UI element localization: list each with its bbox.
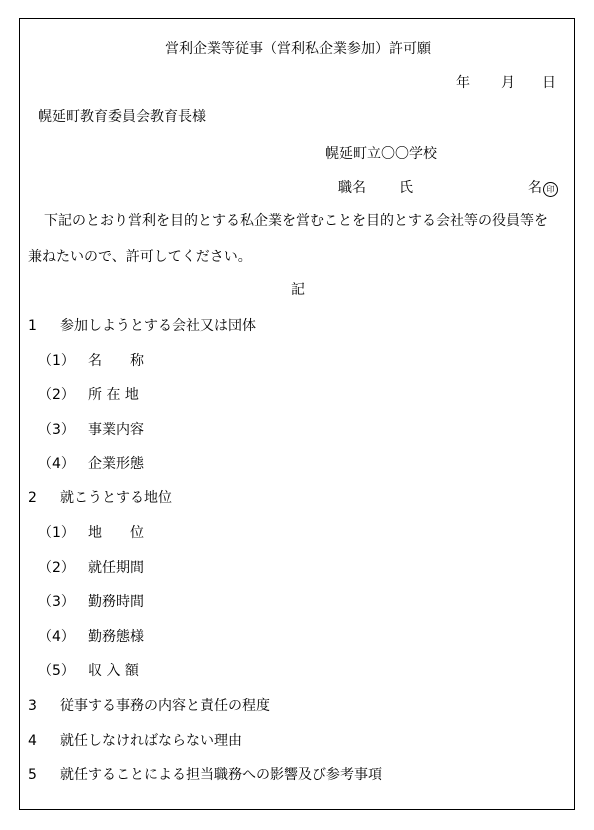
date-year-label: 年 bbox=[456, 75, 470, 91]
item-label: 就任することによる担当職務への影響及び参考事項 bbox=[60, 767, 382, 783]
body-text-line-2: 兼ねたいので、許可してください。 bbox=[28, 249, 252, 265]
item-number: 2 bbox=[28, 490, 37, 506]
item-number: （1） bbox=[38, 525, 75, 541]
item-label: 就こうとする地位 bbox=[60, 490, 172, 506]
item-number: 3 bbox=[28, 698, 37, 714]
item-number: （4） bbox=[38, 456, 75, 472]
item-label: 地 位 bbox=[88, 525, 144, 541]
item-label: 企業形態 bbox=[88, 456, 144, 472]
item-label: 参加しようとする会社又は団体 bbox=[60, 318, 256, 334]
item-label: 勤務時間 bbox=[88, 594, 144, 610]
seal-icon: 印 bbox=[543, 182, 558, 197]
name-label-group bbox=[528, 179, 558, 197]
item-number: （3） bbox=[38, 422, 75, 438]
ki-heading: 記 bbox=[291, 282, 305, 298]
job-title-label: 職名 bbox=[338, 180, 366, 196]
document-frame bbox=[19, 18, 575, 810]
date-month-label: 月 bbox=[501, 75, 515, 91]
item-label: 所 在 地 bbox=[88, 387, 139, 403]
item-number: （3） bbox=[38, 594, 75, 610]
document-title: 営利企業等従事（営利私企業参加）許可願 bbox=[165, 41, 431, 57]
item-number: 4 bbox=[28, 733, 37, 749]
item-label: 収 入 額 bbox=[88, 663, 139, 679]
date-day-label: 日 bbox=[542, 75, 556, 91]
item-label: 事業内容 bbox=[88, 422, 144, 438]
item-number: （1） bbox=[38, 353, 75, 369]
item-label: 名 称 bbox=[88, 353, 144, 369]
item-number: 5 bbox=[28, 767, 37, 783]
item-number: （4） bbox=[38, 629, 75, 645]
item-number: （5） bbox=[38, 663, 75, 679]
name-label: 名 bbox=[528, 180, 542, 196]
item-label: 勤務態様 bbox=[88, 629, 144, 645]
item-number: （2） bbox=[38, 387, 75, 403]
body-text-line-1: 下記のとおり営利を目的とする私企業を営むことを目的とする会社等の役員等を bbox=[44, 213, 548, 229]
surname-label: 氏 bbox=[399, 180, 413, 196]
item-number: 1 bbox=[28, 318, 37, 334]
item-number: （2） bbox=[38, 560, 75, 576]
item-label: 就任しなければならない理由 bbox=[60, 733, 242, 749]
item-label: 従事する事務の内容と責任の程度 bbox=[60, 698, 270, 714]
school-name: 幌延町立〇〇学校 bbox=[325, 146, 437, 162]
addressee: 幌延町教育委員会教育長様 bbox=[38, 109, 206, 125]
item-label: 就任期間 bbox=[88, 560, 144, 576]
